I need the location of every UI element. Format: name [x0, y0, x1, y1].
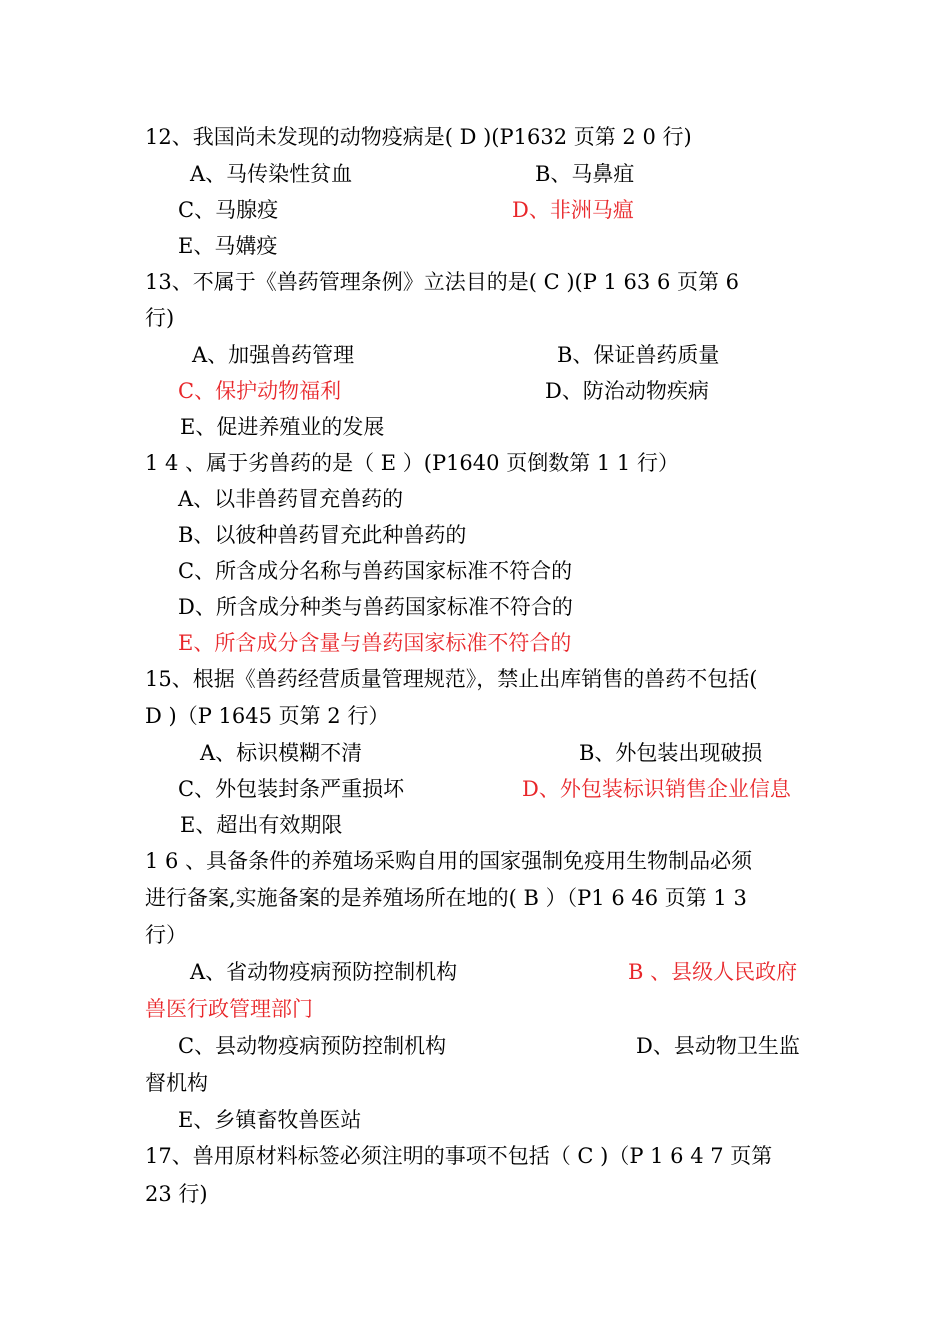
question-14-stem: 1 4 、属于劣兽药的是（ E ）(P1640 页倒数第 1 1 行）	[145, 451, 679, 475]
question-16-option-b-answer-line-2: 兽医行政管理部门	[145, 997, 313, 1021]
question-16-option-c: C、县动物疫病预防控制机构	[178, 1034, 447, 1058]
question-14-option-a: A、以非兽药冒充兽药的	[178, 487, 404, 511]
question-12-option-c: C、马腺疫	[178, 198, 279, 222]
question-12-option-d-answer: D、非洲马瘟	[512, 198, 634, 222]
question-13-stem-line-2: 行)	[145, 306, 175, 330]
question-12-option-e: E、马媾疫	[178, 234, 278, 258]
question-16-stem-line-3: 行）	[145, 923, 187, 947]
question-17-stem-line-1: 17、兽用原材料标签必须注明的事项不包括（ C )（P 1 6 4 7 页第	[145, 1144, 773, 1168]
question-15-option-c: C、外包装封条严重损坏	[178, 777, 405, 801]
question-15-option-a: A、标识模糊不清	[200, 741, 363, 765]
question-16-option-d-line-2: 督机构	[145, 1071, 208, 1095]
question-16-stem-line-2: 进行备案,实施备案的是养殖场所在地的( B ）（P1 6 46 页第 1 3	[145, 886, 747, 910]
question-13-option-e: E、促进养殖业的发展	[180, 415, 385, 439]
question-12-option-a: A、马传染性贫血	[190, 162, 353, 186]
question-12-option-b: B、马鼻疽	[535, 162, 635, 186]
question-14-option-d: D、所含成分种类与兽药国家标准不符合的	[178, 595, 573, 619]
question-16-stem-line-1: 1 6 、具备条件的养殖场采购自用的国家强制免疫用生物制品必须	[145, 849, 753, 873]
question-13-option-b: B、保证兽药质量	[557, 343, 720, 367]
question-15-stem-line-1: 15、根据《兽药经营质量管理规范》，禁止出库销售的兽药不包括(	[145, 667, 758, 691]
question-13-option-d: D、防治动物疾病	[545, 379, 709, 403]
question-17-stem-line-2: 23 行)	[145, 1182, 208, 1206]
question-13-option-c-answer: C、保护动物福利	[178, 379, 342, 403]
question-15-option-e: E、超出有效期限	[180, 813, 343, 837]
question-16-option-b-answer-line-1: B 、县级人民政府	[628, 960, 798, 984]
question-14-option-b: B、以彼种兽药冒充此种兽药的	[178, 523, 467, 547]
question-15-stem-line-2: D )（P 1645 页第 2 行）	[145, 704, 390, 728]
question-16-option-d-line-1: D、县动物卫生监	[636, 1034, 800, 1058]
question-15-option-d-answer: D、外包装标识销售企业信息	[522, 777, 791, 801]
question-16-option-a: A、省动物疫病预防控制机构	[190, 960, 458, 984]
question-15-option-b: B、外包装出现破损	[579, 741, 763, 765]
question-14-option-e-answer: E、所含成分含量与兽药国家标准不符合的	[178, 631, 572, 655]
question-12-stem: 12、我国尚未发现的动物疫病是( D )(P1632 页第 2 0 行)	[145, 125, 692, 149]
question-16-option-e: E、乡镇畜牧兽医站	[178, 1108, 362, 1132]
question-13-stem-line-1: 13、不属于《兽药管理条例》立法目的是( C )(P 1 63 6 页第 6	[145, 270, 740, 294]
question-14-option-c: C、所含成分名称与兽药国家标准不符合的	[178, 559, 573, 583]
question-13-option-a: A、加强兽药管理	[192, 343, 355, 367]
